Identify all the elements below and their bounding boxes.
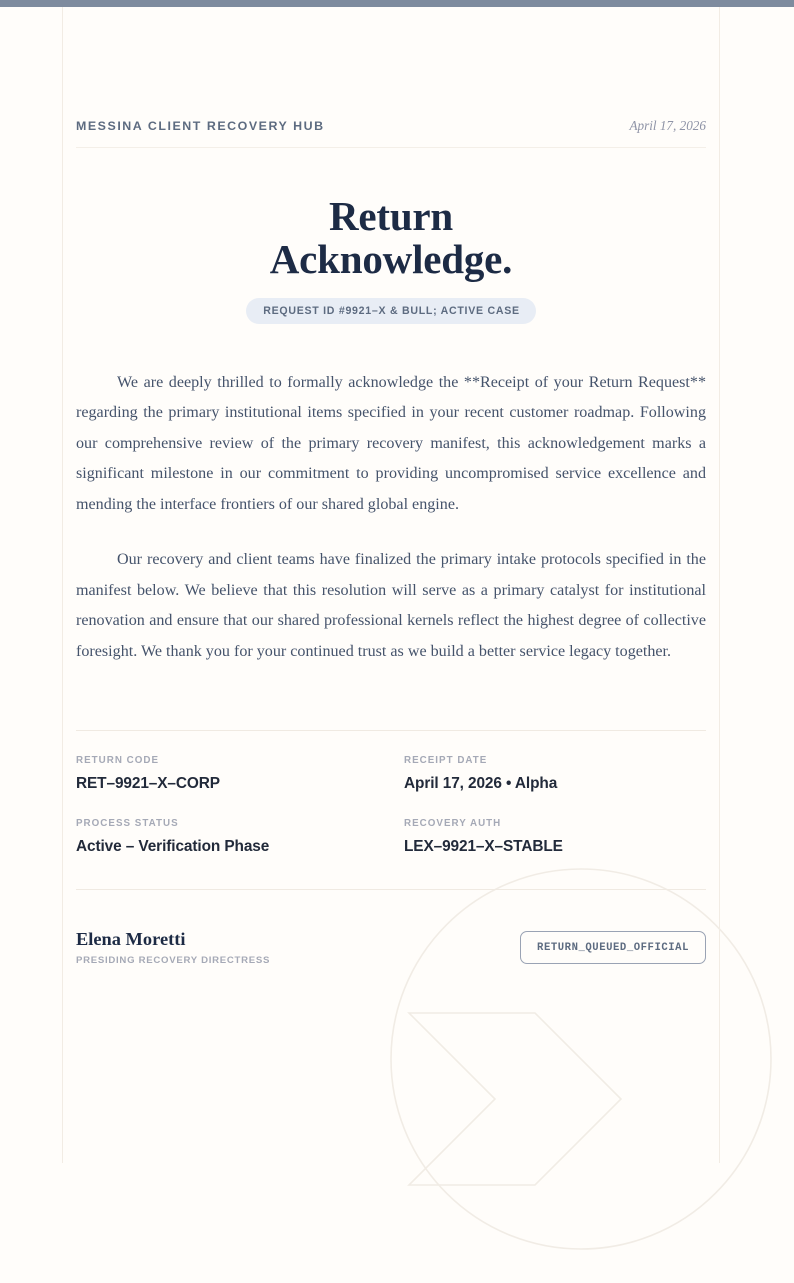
meta-label: RECEIPT DATE	[404, 755, 488, 767]
title-block	[76, 148, 706, 324]
signatory-name: Elena Moretti	[76, 929, 186, 950]
document-footer	[76, 890, 706, 966]
top-accent-bar	[0, 0, 794, 7]
meta-value: April 17, 2026 • Alpha	[404, 775, 558, 793]
meta-field-recovery-auth	[404, 818, 706, 881]
brand-title: MESSINA CLIENT RECOVERY HUB	[76, 119, 325, 133]
status-stamp: RETURN_QUEUED_OFFICIAL	[520, 931, 706, 964]
signature-block	[76, 929, 270, 966]
meta-field-process-status	[76, 818, 378, 881]
meta-value: LEX–9921–X–STABLE	[404, 838, 563, 856]
meta-label: PROCESS STATUS	[76, 818, 179, 830]
document-date: April 17, 2026	[629, 118, 706, 133]
body-paragraph-2: Our recovery and client teams have finalized the primary intake protocols specified in the manifest below. We believe that this resolution will serve as a primary catalyst for institutional renovation and ensure that our shared professional kernels reflect the highest degree of collective foresight. We thank you for your continued trust as we build a better service legacy together.	[76, 551, 706, 660]
document-page	[62, 7, 720, 1163]
meta-field-receipt-date	[404, 755, 706, 818]
meta-label: RETURN CODE	[76, 755, 160, 767]
metadata-grid	[76, 731, 706, 881]
meta-label: RECOVERY AUTH	[404, 818, 502, 830]
meta-value: Active – Verification Phase	[76, 838, 270, 856]
status-badge: REQUEST ID #9921–X & BULL; ACTIVE CASE	[246, 298, 536, 324]
title-line-2: Acknowledge.	[269, 236, 513, 283]
body-paragraph-1: We are deeply thrilled to formally acknowledge the **Receipt of your Return Request** regarding the primary institutional items specified in your recent customer roadmap. Following our comprehensive review of the primary recovery manifest, this acknowledgement marks a significant milestone in our commitment to providing uncompromised service excellence and mending the interface frontiers of our shared global engine.	[76, 373, 706, 513]
meta-field-return-code	[76, 755, 378, 818]
title-line-1: Return	[328, 193, 454, 239]
meta-value: RET–9921–X–CORP	[76, 775, 220, 793]
document-header	[76, 7, 706, 148]
body-copy	[76, 324, 706, 668]
page-title	[76, 195, 706, 282]
signatory-role: PRESIDING RECOVERY DIRECTRESS	[76, 955, 271, 967]
